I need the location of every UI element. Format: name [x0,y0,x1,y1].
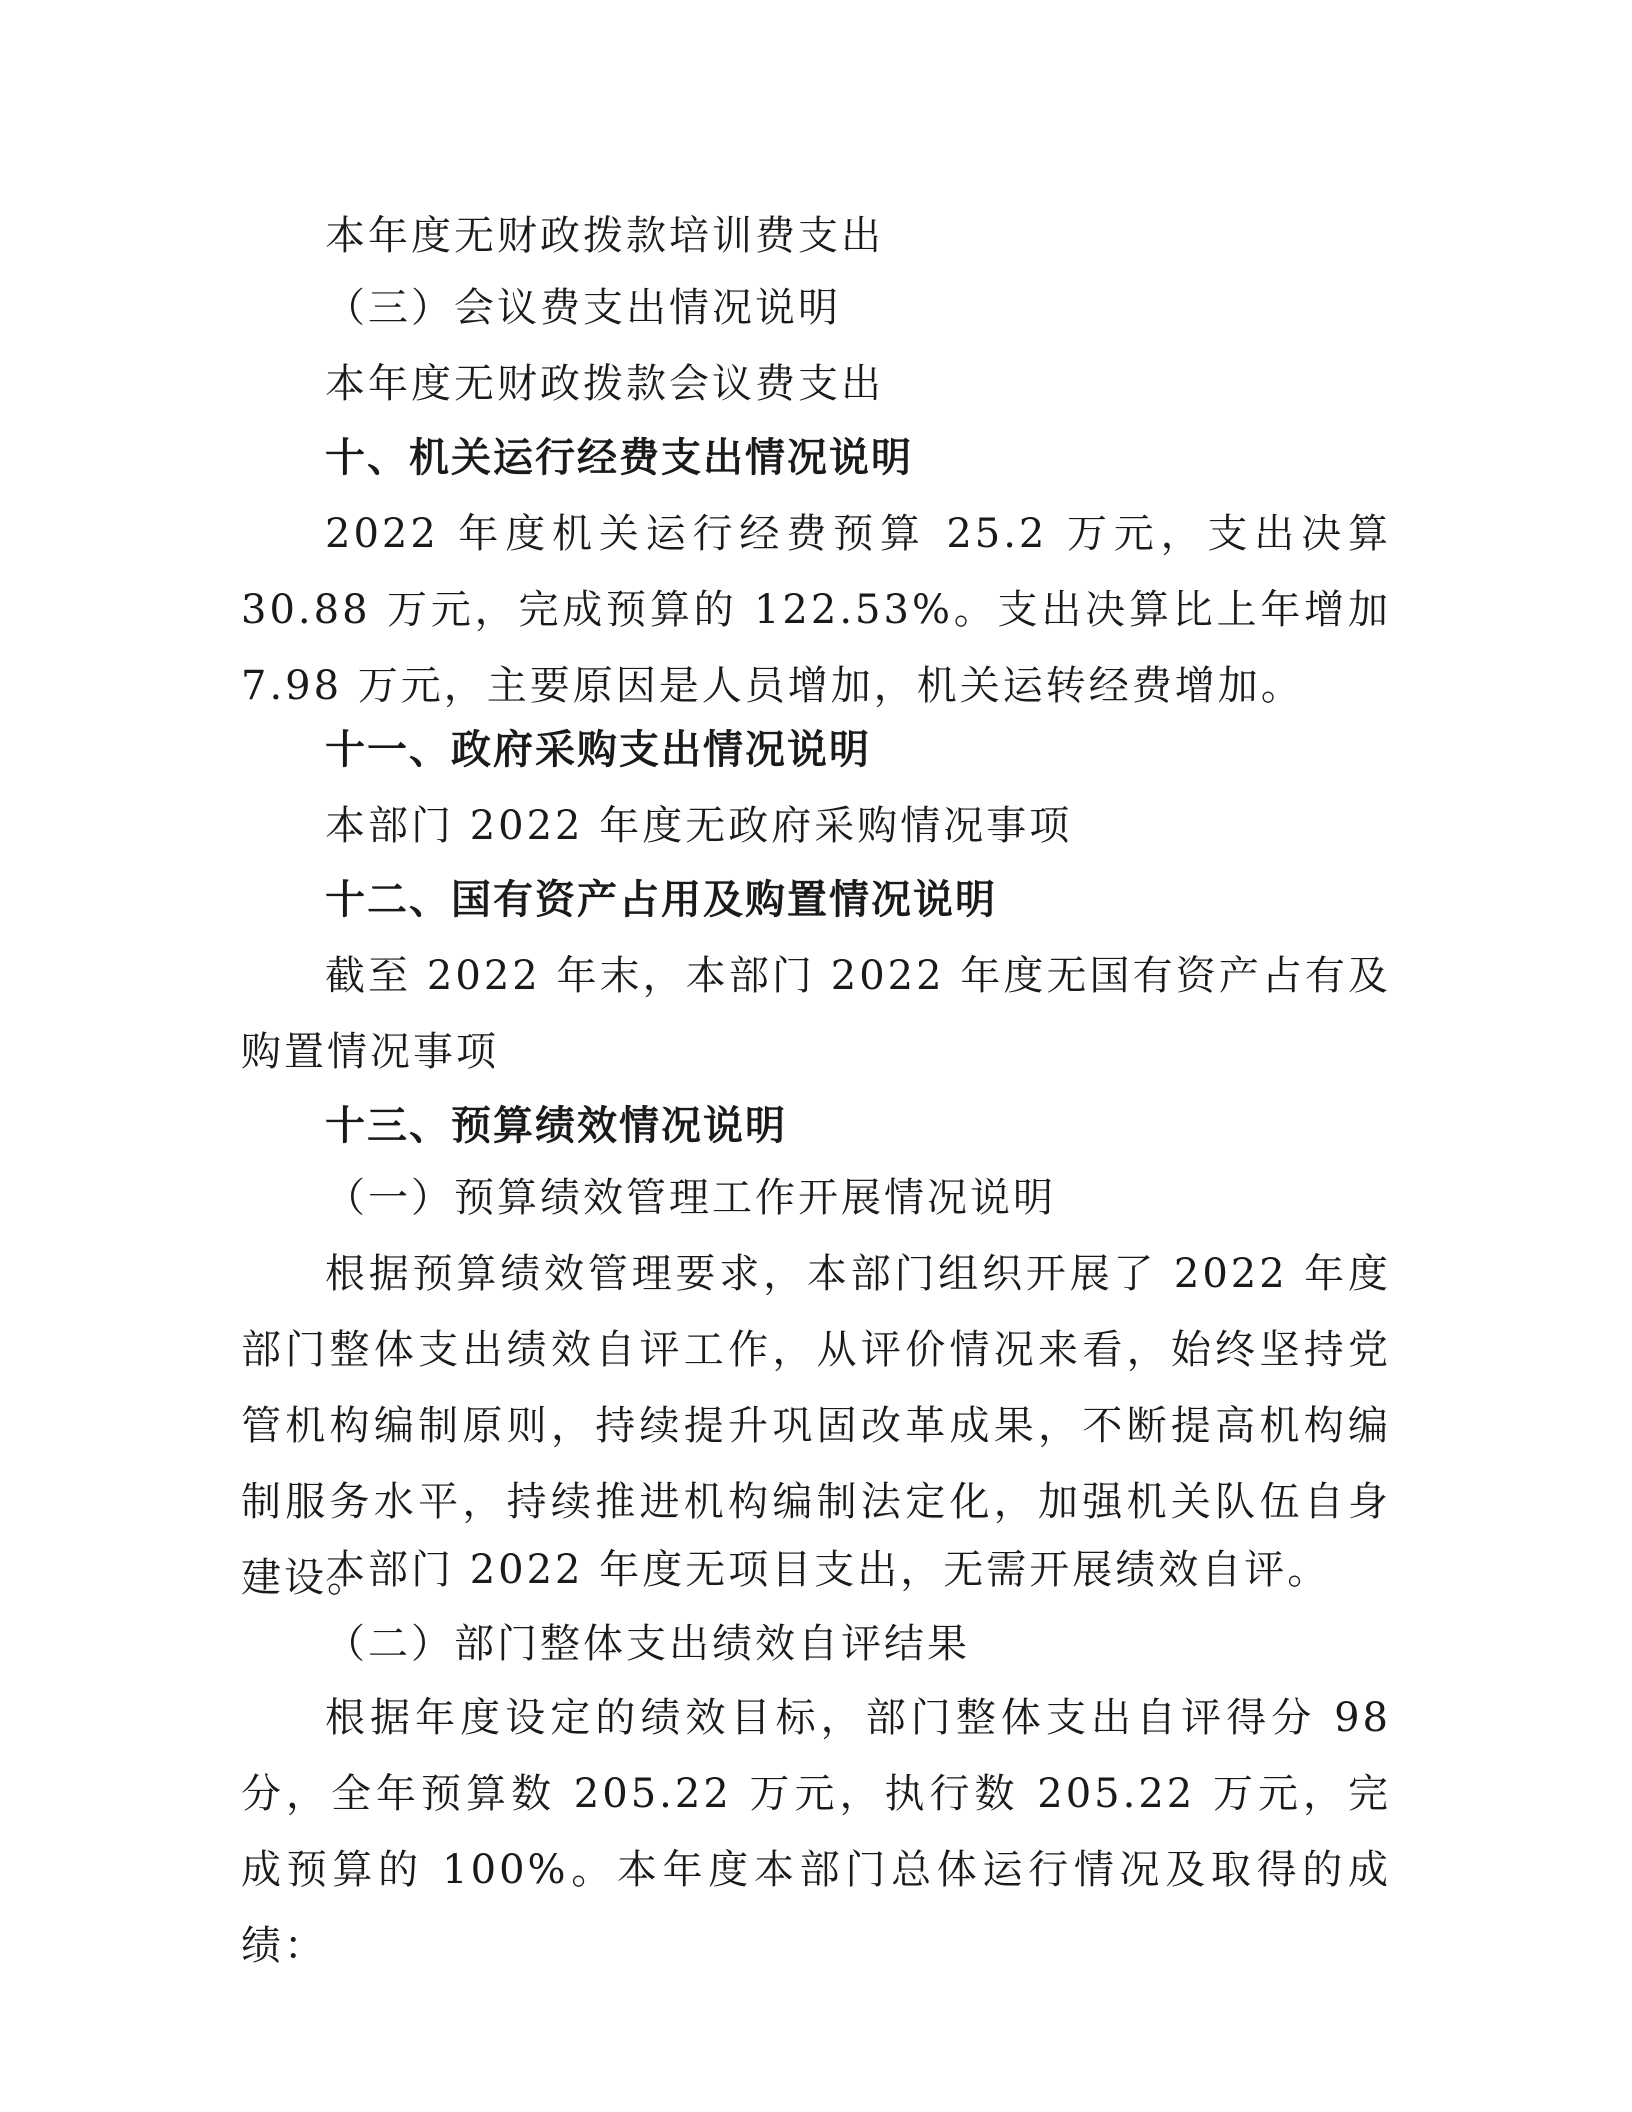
heading-section-11: 十一、政府采购支出情况说明 [325,727,871,773]
heading-section-10: 十、机关运行经费支出情况说明 [325,435,913,481]
paragraph-training-fee: 本年度无财政拨款培训费支出 [325,213,884,259]
heading-section-13: 十三、预算绩效情况说明 [325,1103,787,1149]
heading-section-12: 十二、国有资产占用及购置情况说明 [325,877,997,923]
subheading-self-evaluation-result: （二）部门整体支出绩效自评结果 [325,1621,970,1667]
subheading-meeting-fee: （三）会议费支出情况说明 [325,285,841,331]
paragraph-performance-evaluation: 根据预算绩效管理要求，本部门组织开展了 2022 年度部门整体支出绩效自评工作，从评价情况来看，始终坚持党管机构编制原则，持续提升巩固改革成果，不断提高机构编制服务水平，持续推进机构编制法定化，加强机关队伍自身建设。 [241,1251,1391,1601]
paragraph-procurement: 本部门 2022 年度无政府采购情况事项 [325,803,1073,849]
subheading-performance-management: （一）预算绩效管理工作开展情况说明 [325,1175,1056,1221]
paragraph-operating-expenses: 2022 年度机关运行经费预算 25.2 万元，支出决算 30.88 万元，完成预算的 122.53%。支出决算比上年增加 7.98 万元，主要原因是人员增加，机关运转经费增加。 [241,511,1391,709]
paragraph-state-assets: 截至 2022 年末，本部门 2022 年度无国有资产占有及购置情况事项 [241,953,1391,1075]
paragraph-no-project-spending: 本部门 2022 年度无项目支出，无需开展绩效自评。 [325,1547,1331,1593]
paragraph-meeting-fee: 本年度无财政拨款会议费支出 [325,361,884,407]
paragraph-self-evaluation-score: 根据年度设定的绩效目标，部门整体支出自评得分 98 分，全年预算数 205.22 万元，执行数 205.22 万元，完成预算的 100%。本年度本部门总体运行情况及取得的成绩： [241,1695,1391,1969]
